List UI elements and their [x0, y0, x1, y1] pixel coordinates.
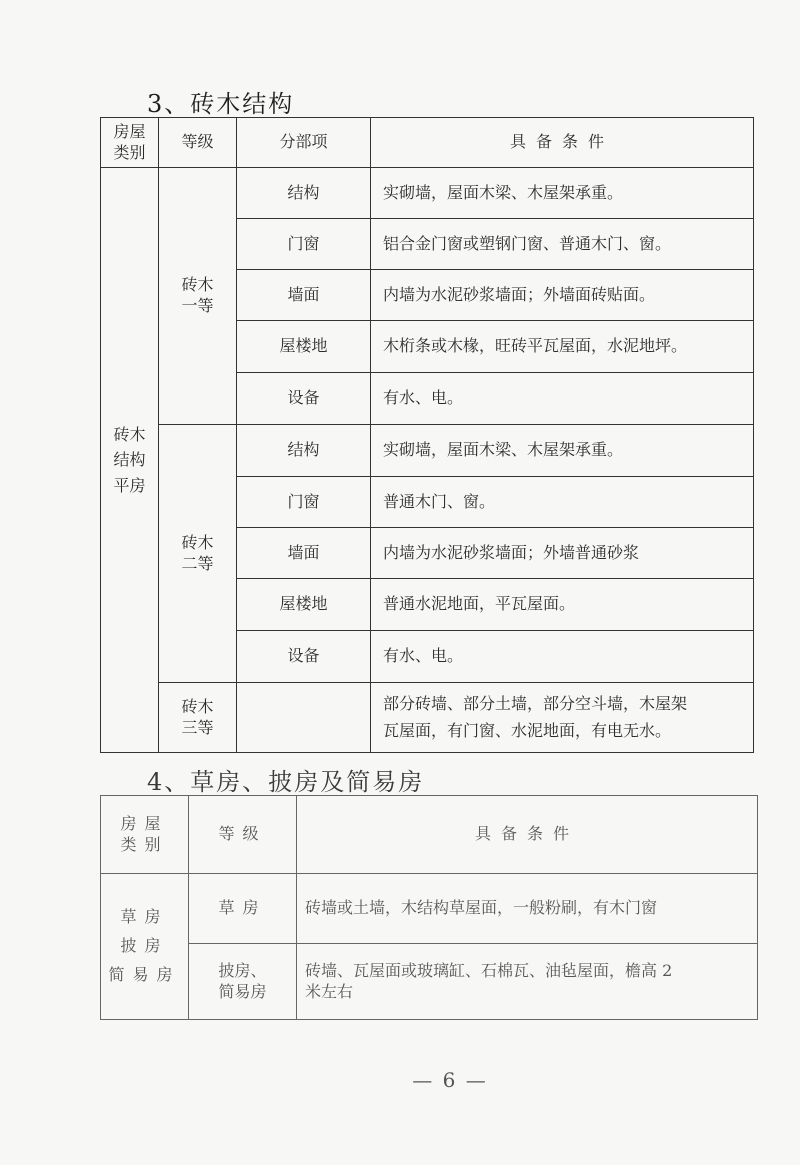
part-cell-empty [237, 683, 371, 753]
part-cell: 门窗 [237, 219, 371, 270]
page-number: — 6 — [412, 1068, 488, 1092]
header-grade: 等级 [189, 796, 297, 874]
grade-cell: 草房 [189, 874, 297, 944]
category-cell: 草房 披房 简易房 [101, 874, 189, 1020]
condition-cell: 部分砖墙、部分土墙，部分空斗墙，木屋架 瓦屋面，有门窗、水泥地面，有电无水。 [371, 683, 754, 753]
part-cell: 屋楼地 [237, 321, 371, 373]
section-3-title: 3、砖木结构 [147, 90, 295, 118]
grade-2-cell: 砖木 二等 [159, 425, 237, 683]
category-cell: 砖木 结构 平房 [101, 168, 159, 753]
header-grade: 等级 [159, 118, 237, 168]
condition-cell: 普通水泥地面，平瓦屋面。 [371, 579, 754, 631]
condition-cell: 内墙为水泥砂浆墙面；外墙面砖贴面。 [371, 270, 754, 321]
thatched-shed-simple-house-table [100, 795, 758, 1020]
condition-cell: 内墙为水泥砂浆墙面；外墙普通砂浆 [371, 528, 754, 579]
condition-cell: 有水、电。 [371, 373, 754, 425]
header-category: 房屋 类别 [101, 118, 159, 168]
header-category: 房屋 类别 [101, 796, 189, 874]
part-cell: 设备 [237, 373, 371, 425]
part-cell: 设备 [237, 631, 371, 683]
part-cell: 墙面 [237, 528, 371, 579]
part-cell: 结构 [237, 168, 371, 219]
condition-cell: 有水、电。 [371, 631, 754, 683]
part-cell: 屋楼地 [237, 579, 371, 631]
header-conditions: 具备条件 [297, 796, 758, 874]
condition-cell: 实砌墙，屋面木梁、木屋架承重。 [371, 425, 754, 477]
condition-cell: 砖墙或土墙，木结构草屋面，一般粉刷，有木门窗 [297, 874, 758, 944]
grade-1-cell: 砖木 一等 [159, 168, 237, 425]
part-cell: 墙面 [237, 270, 371, 321]
section-4-title: 4、草房、披房及简易房 [147, 768, 425, 796]
condition-cell: 铝合金门窗或塑钢门窗、普通木门、窗。 [371, 219, 754, 270]
condition-cell: 普通木门、窗。 [371, 477, 754, 528]
grade-3-cell: 砖木 三等 [159, 683, 237, 753]
condition-cell: 实砌墙，屋面木梁、木屋架承重。 [371, 168, 754, 219]
part-cell: 门窗 [237, 477, 371, 528]
brick-wood-structure-table [100, 117, 754, 753]
condition-cell: 木桁条或木椽，旺砖平瓦屋面，水泥地坪。 [371, 321, 754, 373]
condition-cell: 砖墙、瓦屋面或玻璃缸、石棉瓦、油毡屋面，檐高 2 米左右 [297, 944, 758, 1020]
grade-cell: 披房、 简易房 [189, 944, 297, 1020]
header-part: 分部项 [237, 118, 371, 168]
header-conditions: 具备条件 [371, 118, 754, 168]
part-cell: 结构 [237, 425, 371, 477]
